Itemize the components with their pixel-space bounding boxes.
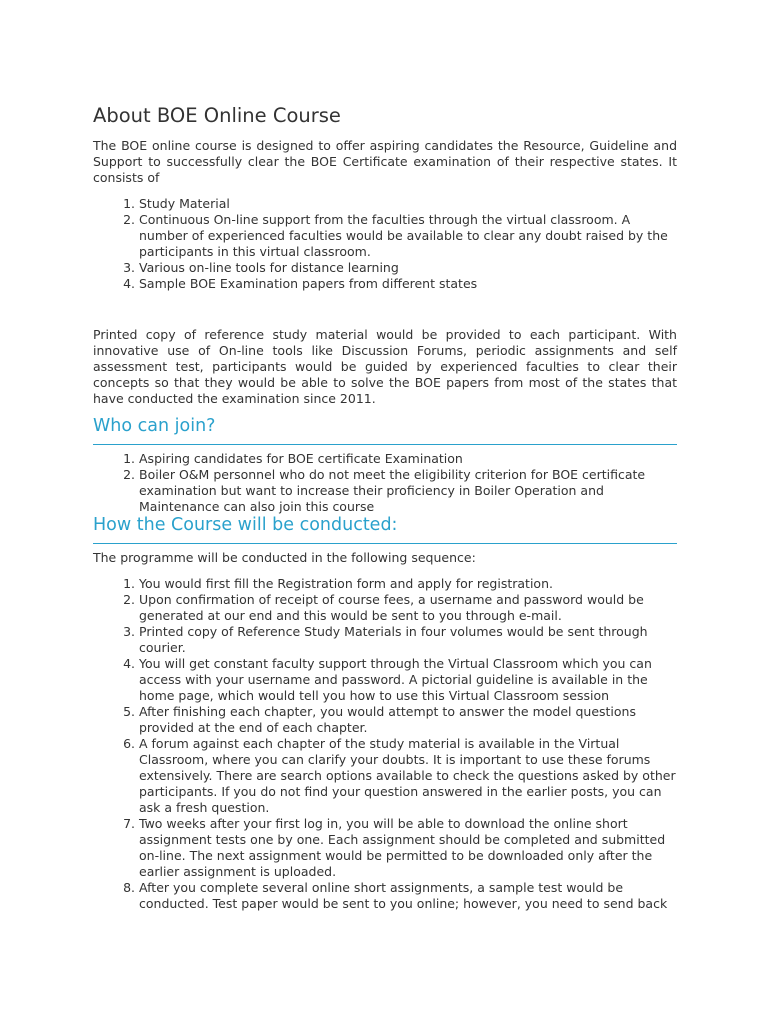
list-item-text: Study Material [139,196,230,211]
list-number: 1. [123,576,135,591]
list-item [93,592,677,624]
list-item [93,656,677,704]
list-number: 7. [123,816,135,831]
list-item-text: You will get constant faculty support through the Virtual Classroom which you can access with your username and password. A pictorial guideline is available in the home page, which would tell you how to use this Virtual Classroom session [139,656,652,703]
list-item [93,451,677,467]
list-number: 1. [123,196,135,211]
list-number: 2. [123,467,135,482]
list-item [93,212,677,260]
intro-paragraph: The BOE online course is designed to offer aspiring candidates the Resource, Guideline and Support to successfully clear the BOE Certificate examination of their respective states. It consists of [93,138,677,185]
list-number: 6. [123,736,135,751]
list-number: 2. [123,592,135,607]
list-item-text: After you complete several online short assignments, a sample test would be conducted. Test paper would be sent to you online; however, you need to send back [139,880,668,911]
list-number: 3. [123,624,135,639]
heading-divider [93,543,677,544]
how-conducted-heading: How the Course will be conducted: [93,515,398,535]
description-paragraph: Printed copy of reference study material would be provided to each participant. With innovative use of On-line tools like Discussion Forums, periodic assignments and self assessment test, participants would be guided by experienced faculties to clear their concepts so that they would be able to solve the BOE papers from most of the states that have conducted the examination since 2011. [93,327,677,406]
list-number: 1. [123,451,135,466]
list-item [93,576,677,592]
list-item [93,624,677,656]
who-can-join-list [93,451,677,515]
list-item [93,704,677,736]
list-item [93,736,677,816]
list-item-text: Printed copy of Reference Study Materials in four volumes would be sent through courier. [139,624,648,655]
list-number: 2. [123,212,135,227]
who-can-join-heading: Who can join? [93,416,216,436]
list-item [93,816,677,880]
consists-list [93,196,677,292]
list-item [93,260,677,276]
list-item-text: Boiler O&M personnel who do not meet the eligibility criterion for BOE certificate examination but want to increase their proficiency in Boiler Operation and Maintenance can also join this course [139,467,646,514]
list-item-text: Various on-line tools for distance learning [139,260,399,275]
list-number: 3. [123,260,135,275]
list-item [93,276,677,292]
list-number: 8. [123,880,135,895]
list-item-text: After finishing each chapter, you would attempt to answer the model questions provided at the end of each chapter. [139,704,636,735]
list-item-text: Two weeks after your first log in, you will be able to download the online short assignment tests one by one. Each assignment should be completed and submitted on-line. The next assignment would be permitted to be downloaded only after the earlier assignment is uploaded. [139,816,666,879]
list-item [93,467,677,515]
sequence-intro: The programme will be conducted in the following sequence: [93,550,476,565]
list-item [93,196,677,212]
list-number: 5. [123,704,135,719]
course-sequence-list [93,576,677,912]
list-item-text: Sample BOE Examination papers from different states [139,276,478,291]
page-title: About BOE Online Course [93,104,341,127]
list-item-text: Upon confirmation of receipt of course fees, a username and password would be generated at our end and this would be sent to you through e-mail. [139,592,644,623]
list-item-text: Aspiring candidates for BOE certificate Examination [139,451,463,466]
list-item [93,880,677,912]
list-item-text: You would first fill the Registration form and apply for registration. [139,576,553,591]
list-number: 4. [123,276,135,291]
heading-divider [93,444,677,445]
list-number: 4. [123,656,135,671]
list-item-text: Continuous On-line support from the faculties through the virtual classroom. A number of experienced faculties would be available to clear any doubt raised by the participants in this virtual classroom. [139,212,668,259]
list-item-text: A forum against each chapter of the study material is available in the Virtual Classroom, where you can clarify your doubts. It is important to use these forums extensively. There are search options available to check the questions asked by other participants. If you do not find your question answered in the earlier posts, you can ask a fresh question. [139,736,676,815]
